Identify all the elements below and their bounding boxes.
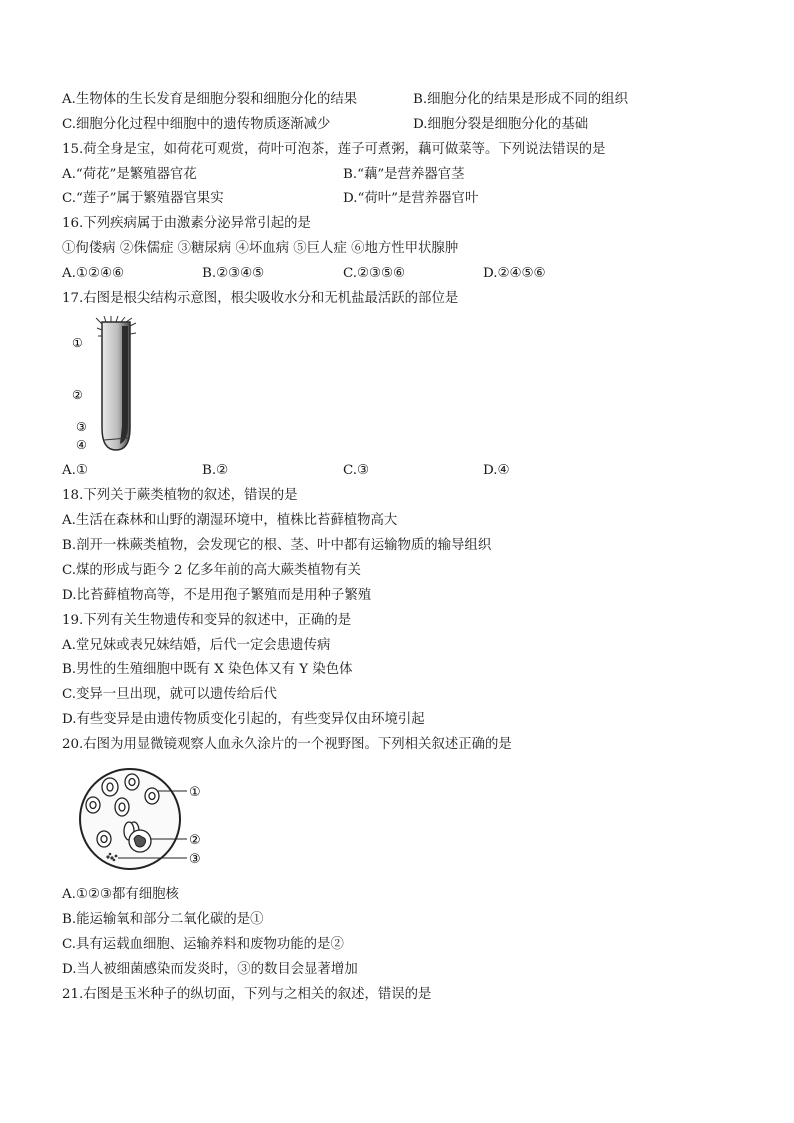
q19-option-b: B.男性的生殖细胞中既有 X 染色体又有 Y 染色体 — [62, 662, 353, 677]
q20-option-d: D.当人被细菌感染而发炎时，③的数目会显著增加 — [62, 962, 358, 977]
q21-stem: 21.右图是玉米种子的纵切面，下列与之相关的叙述，错误的是 — [62, 987, 432, 1002]
q16-option-b: B.②③④⑤ — [202, 266, 265, 281]
q18-option-d: D.比苔藓植物高等，不是用孢子繁殖而是用种子繁殖 — [62, 588, 372, 603]
q16-option-a: A.①②④⑥ — [62, 266, 124, 281]
q19-option-d: D.有些变异是由遗传物质变化引起的，有些变异仅由环境引起 — [62, 712, 425, 727]
q19-stem: 19.下列有关生物遗传和变异的叙述中，正确的是 — [62, 613, 352, 628]
q14-option-b: B.细胞分化的结果是形成不同的组织 — [413, 92, 628, 107]
blood-label-1: ① — [189, 785, 201, 800]
blood-smear-diagram — [74, 765, 214, 875]
q15-option-c: C.“莲子”属于繁殖器官果实 — [62, 191, 224, 206]
q15-stem: 15.荷全身是宝，如荷花可观赏，荷叶可泡茶，莲子可煮粥，藕可做菜等。下列说法错误的是 — [62, 142, 606, 157]
q17-option-b: B.② — [202, 463, 229, 478]
white-blood-cell — [129, 830, 151, 852]
q17-option-d: D.④ — [483, 463, 510, 478]
q14-option-a: A.生物体的生长发育是细胞分裂和细胞分化的结果 — [62, 92, 358, 107]
q17-stem: 17.右图是根尖结构示意图，根尖吸收水分和无机盐最活跃的部位是 — [62, 291, 459, 306]
q20-option-c: C.具有运载血细胞、运输养料和废物功能的是② — [62, 937, 344, 952]
q15-option-a: A.“荷花”是繁殖器官花 — [62, 167, 197, 182]
q16-items: ①佝偻病 ②侏儒症 ③糖尿病 ④坏血病 ⑤巨人症 ⑥地方性甲状腺肿 — [62, 241, 459, 256]
root-label-3: ③ — [76, 420, 87, 434]
q16-option-d: D.②④⑤⑥ — [483, 266, 546, 281]
root-label-1: ① — [72, 336, 83, 350]
q14-option-c: C.细胞分化过程中细胞中的遗传物质逐渐减少 — [62, 117, 331, 132]
blood-label-3: ③ — [189, 852, 201, 867]
q16-option-c: C.②③⑤⑥ — [343, 266, 406, 281]
q17-option-a: A.① — [62, 463, 88, 478]
blood-label-2: ② — [189, 833, 201, 848]
root-tip-diagram — [70, 316, 142, 454]
q20-option-b: B.能运输氧和部分二氧化碳的是① — [62, 912, 264, 927]
q18-option-b: B.剖开一株蕨类植物，会发现它的根、茎、叶中都有运输物质的输导组织 — [62, 538, 492, 553]
q18-option-c: C.煤的形成与距今 2 亿多年前的高大蕨类植物有关 — [62, 563, 361, 578]
q19-option-c: C.变异一旦出现，就可以遗传给后代 — [62, 687, 277, 702]
q17-option-c: C.③ — [343, 463, 370, 478]
q18-option-a: A.生活在森林和山野的潮湿环境中，植株比苔藓植物高大 — [62, 513, 398, 528]
root-label-4: ④ — [76, 438, 87, 452]
q19-option-a: A.堂兄妹或表兄妹结婚，后代一定会患遗传病 — [62, 638, 331, 653]
q16-stem: 16.下列疾病属于由激素分泌异常引起的是 — [62, 216, 311, 231]
q20-stem: 20.右图为用显微镜观察人血永久涂片的一个视野图。下列相关叙述正确的是 — [62, 737, 512, 752]
q14-option-d: D.细胞分裂是细胞分化的基础 — [413, 117, 589, 132]
q15-option-b: B.“藕”是营养器官茎 — [343, 167, 465, 182]
q18-stem: 18.下列关于蕨类植物的叙述，错误的是 — [62, 488, 298, 503]
root-label-2: ② — [72, 388, 83, 402]
q20-option-a: A.①②③都有细胞核 — [62, 887, 179, 902]
q15-option-d: D.“荷叶”是营养器官叶 — [343, 191, 479, 206]
